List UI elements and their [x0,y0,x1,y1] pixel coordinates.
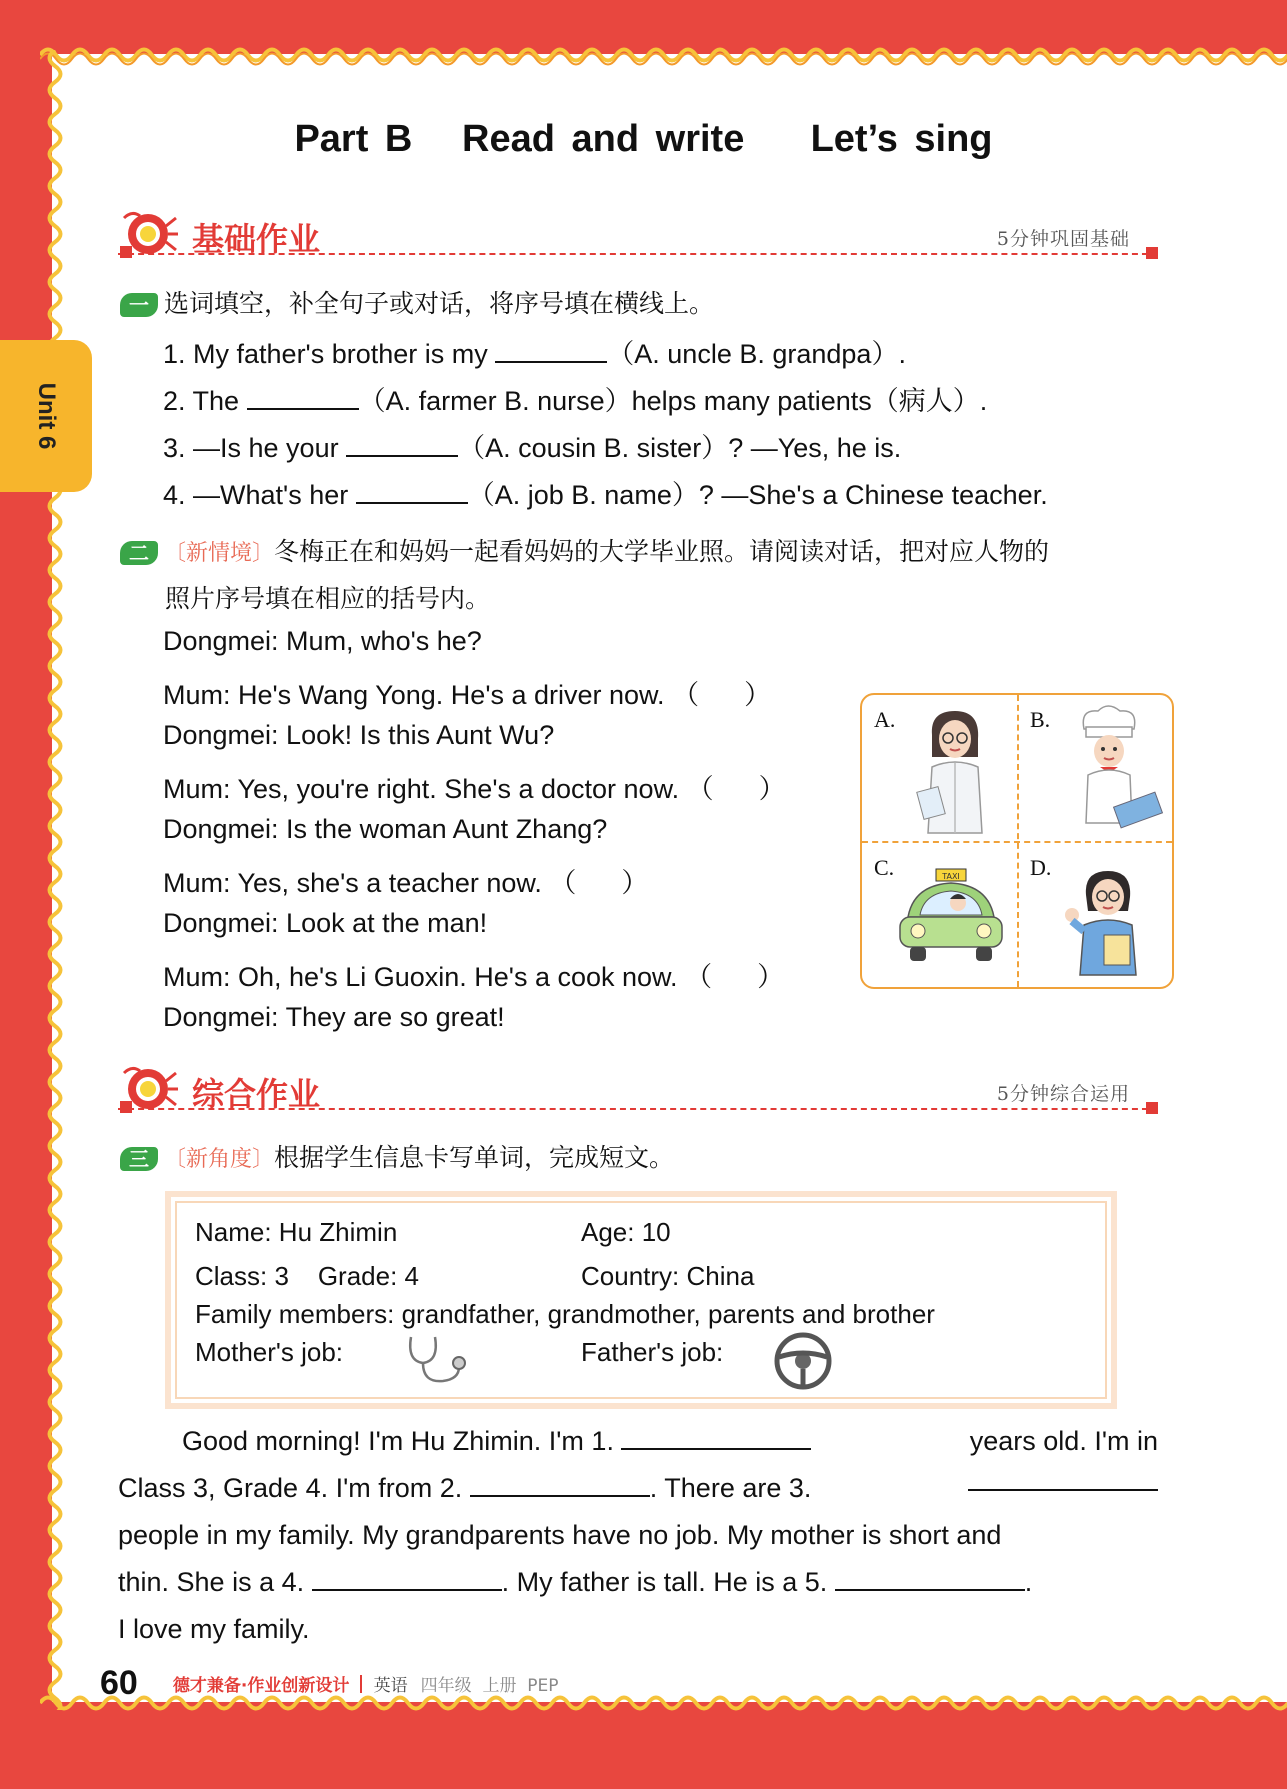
item-options: （A. job B. name）? —She's a Chinese teacher. [467,480,1048,510]
item-options: （A. uncle B. grandpa）. [607,339,906,369]
card-father-job: Father's job: [581,1337,724,1367]
taxi-sign: TAXI [942,872,960,881]
card-name: Name: Hu Zhimin [195,1217,398,1247]
rule-marker [1146,247,1158,259]
dialogue-line: Dongmei: They are so great! [163,1002,505,1032]
question-badge: 一 [120,293,158,317]
answer-blank-1[interactable] [621,1424,811,1450]
question-badge: 三 [120,1147,158,1171]
page-number: 60 [100,1664,138,1702]
stethoscope-icon [403,1331,473,1391]
answer-parens[interactable]: （ ） [685,962,785,992]
student-info-card [165,1191,1117,1409]
question-1-item [163,426,901,465]
passage-line [118,1418,1158,1465]
dialogue-line: Dongmei: Look! Is this Aunt Wu? [163,720,555,750]
picture-label: D. [1030,855,1052,880]
passage-line: I love my family. [118,1614,310,1644]
passage-text: . My father is tall. He is a 5. [501,1567,828,1597]
footer-brand: 德才兼备·作业创新设计 [172,1676,350,1696]
rule-marker [120,1101,132,1113]
rule-marker [1146,1102,1158,1114]
cook-icon [1058,703,1164,833]
card-country: Country: China [581,1261,755,1291]
dialogue-text: Mum: Oh, he's Li Guoxin. He's a cook now. [163,962,678,992]
answer-blank[interactable] [346,431,458,457]
footer-subject: 英语 [373,1676,408,1696]
footer-grade: 四年级 上册 PEP [420,1676,559,1696]
answer-parens[interactable]: （ ） [686,774,786,804]
answer-parens[interactable]: （ ） [672,680,772,710]
dialogue-text: Mum: Yes, you're right. She's a doctor now. [163,774,680,804]
dialogue-line: Dongmei: Look at the man! [163,908,488,938]
passage-text: . There are 3. [649,1473,812,1503]
passage-text: Class 3, Grade 4. I'm from 2. [118,1473,463,1503]
answer-blank[interactable] [495,337,607,363]
doctor-icon [910,705,1000,835]
section-header-comprehensive [118,1063,1158,1119]
page-footer [100,1664,559,1703]
passage-text: Good morning! I'm Hu Zhimin. I'm 1. [182,1426,614,1456]
taxi-driver-icon [892,863,1010,973]
answer-blank-3[interactable] [968,1465,1158,1491]
picture-grid [860,693,1174,989]
section-note: 5分钟巩固基础 [996,228,1130,250]
passage-text: years old. I'm in [969,1426,1158,1456]
answer-blank[interactable] [247,384,359,410]
unit-tab-label: Unit 6 [33,382,60,450]
passage-text: . [1024,1567,1033,1597]
answer-parens[interactable]: （ ） [549,868,649,898]
rule-marker [120,246,132,258]
question-1-item [163,332,906,371]
card-mother-job: Mother's job: [195,1337,344,1367]
dialogue-line [163,673,771,712]
wavy-border-top [40,44,1287,66]
dash-rule [118,1108,1158,1110]
question-1-item [163,473,1048,512]
passage-line: people in my family. My grandparents have no job. My mother is short and [118,1520,1002,1550]
question-1-item [163,379,987,418]
passage [118,1418,1158,1653]
answer-blank-5[interactable] [835,1565,1025,1591]
instruction-text-continued: 照片序号填在相应的括号内。 [165,584,491,613]
steering-wheel-icon [771,1331,835,1391]
question-badge: 二 [120,541,158,565]
dialogue-text: Mum: Yes, she's a teacher now. [163,868,542,898]
section-title: 基础作业 [192,220,321,258]
picture-label: C. [874,855,895,880]
card-age: Age: 10 [581,1217,671,1247]
instruction-text: 选词填空，补全句子或对话，将序号填在横线上。 [164,289,715,318]
answer-blank-2[interactable] [470,1471,650,1497]
wavy-border-left [44,50,66,1710]
question-1-instruction [120,284,714,320]
page-title: Part B Read and write Let’s sing [294,118,993,160]
item-options: （A. farmer B. nurse）helps many patients（病人）. [358,386,988,416]
card-family: Family members: grandfather, grandmother, parents and brother [195,1299,935,1329]
answer-blank-4[interactable] [312,1565,502,1591]
teacher-icon [1058,865,1148,977]
item-text: 1. My father's brother is my [163,339,488,369]
section-header-basic [118,208,1158,264]
instruction-text: 根据学生信息卡写单词，完成短文。 [274,1143,675,1172]
answer-blank[interactable] [356,478,468,504]
section-title: 综合作业 [192,1075,321,1113]
dash-rule [118,253,1158,255]
question-tag: 〔新情境〕 [164,541,275,566]
passage-line [118,1559,1158,1606]
question-2-instruction [120,532,1049,568]
dialogue-text: Mum: He's Wang Yong. He's a driver now. [163,680,665,710]
picture-label: A. [874,707,896,732]
question-3-instruction [120,1138,674,1174]
dialogue-line: Dongmei: Is the woman Aunt Zhang? [163,814,608,844]
item-options: （A. cousin B. sister）? —Yes, he is. [458,433,902,463]
instruction-text: 冬梅正在和妈妈一起看妈妈的大学毕业照。请阅读对话，把对应人物的 [274,537,1050,566]
dialogue-line [163,767,786,806]
dialogue-line: Dongmei: Mum, who's he? [163,626,482,656]
passage-line [118,1465,1158,1512]
item-text: 2. The [163,386,240,416]
dialogue-line [163,861,648,900]
passage-text: thin. She is a 4. [118,1567,305,1597]
footer-separator [360,1675,362,1693]
picture-label: B. [1030,707,1051,732]
item-text: 4. —What's her [163,480,349,510]
section-note: 5分钟综合运用 [996,1083,1130,1105]
card-class-grade: Class: 3 Grade: 4 [195,1261,419,1291]
item-text: 3. —Is he your [163,433,339,463]
dialogue-line [163,955,784,994]
question-tag: 〔新角度〕 [164,1147,275,1172]
unit-tab [0,340,92,492]
grid-divider [862,841,1172,843]
